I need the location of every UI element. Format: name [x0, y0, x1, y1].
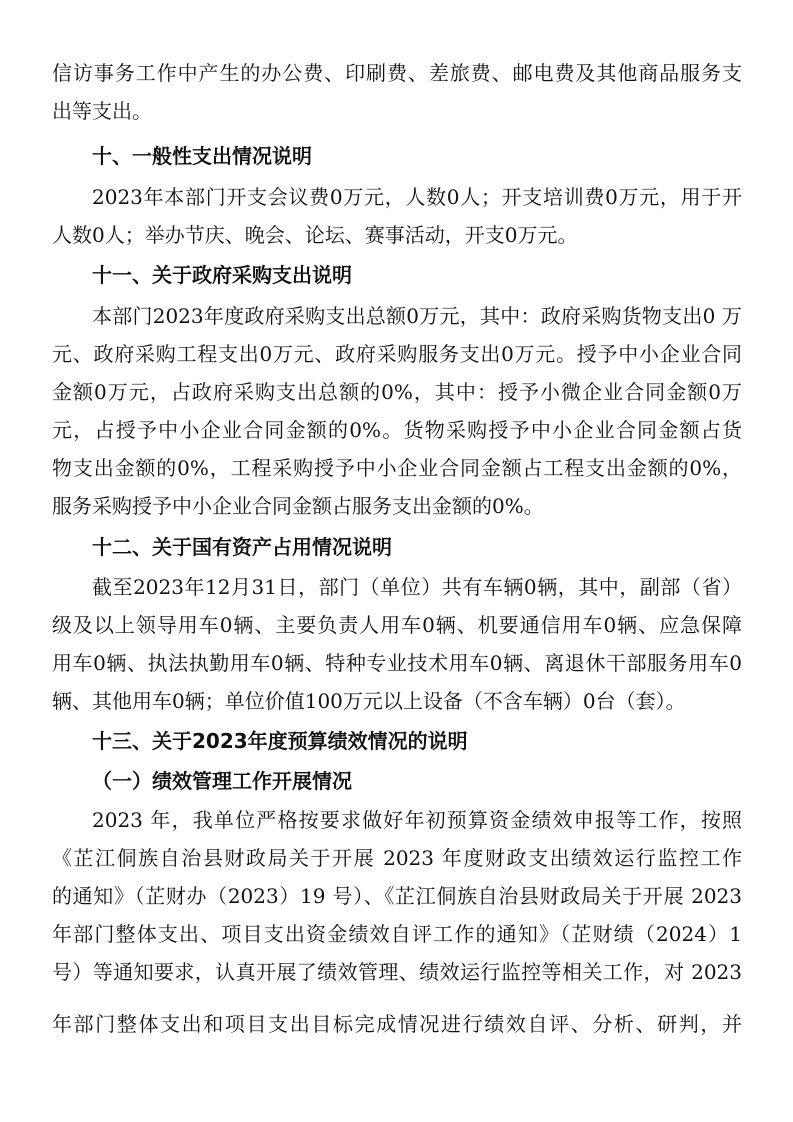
body-text-line: 服务采购授予中小企业合同金额占服务支出金额的0%。 [52, 494, 544, 518]
body-text-line: 用车0辆、执法执勤用车0辆、特种专业技术用车0辆、离退休干部服务用车0 [52, 651, 742, 675]
section-heading-10: 十、一般性支出情况说明 [92, 144, 312, 168]
subsection-heading: （一）绩效管理工作开展情况 [92, 769, 352, 793]
body-text-line: 元，占授予中小企业合同金额的0%。货物采购授予中小企业合同金额占货 [52, 418, 742, 442]
body-text-line: 物支出金额的0%，工程采购授予中小企业合同金额占工程支出金额的0%， [52, 456, 742, 480]
body-text-line: 信访事务工作中产生的办公费、印刷费、差旅费、邮电费及其他商品服务支 [52, 61, 742, 85]
body-text-line: 年部门整体支出、项目支出资金绩效自评工作的通知》（芷财绩（2024）1 [52, 922, 742, 946]
body-text-line: 级及以上领导用车0辆、主要负责人用车0辆、机要通信用车0辆、应急保障 [52, 613, 742, 637]
body-text-line: 截至2023年12月31日，部门（单位）共有车辆0辆，其中，副部（省） [92, 575, 742, 599]
body-text-line: 年部门整体支出和项目支出目标完成情况进行绩效自评、分析、研判，并 [52, 1012, 742, 1036]
body-text-line: 人数0人；举办节庆、晚会、论坛、赛事活动，开支0万元。 [52, 223, 578, 247]
body-text-line: 号）等通知要求，认真开展了绩效管理、绩效运行监控等相关工作，对 2023 [52, 960, 742, 984]
section-heading-11: 十一、关于政府采购支出说明 [92, 263, 352, 287]
body-text-line: 金额0万元，占政府采购支出总额的0%，其中：授予小微企业合同金额0万 [52, 380, 742, 404]
section-heading-13: 十三、关于2023年度预算绩效情况的说明 [92, 729, 468, 753]
body-text-line: 本部门2023年度政府采购支出总额0万元，其中：政府采购货物支出0 万 [92, 304, 742, 328]
section-heading-12: 十二、关于国有资产占用情况说明 [92, 535, 392, 559]
body-text-line: 《芷江侗族自治县财政局关于开展 2023 年度财政支出绩效运行监控工作 [52, 846, 742, 870]
body-text-line: 元、政府采购工程支出0万元、政府采购服务支出0万元。授予中小企业合同 [52, 342, 742, 366]
body-text-line: 出等支出。 [52, 99, 152, 123]
body-text-line: 辆、其他用车0辆；单位价值100万元以上设备（不含车辆）0台（套）。 [52, 689, 686, 713]
body-text-line: 2023 年，我单位严格按要求做好年初预算资金绩效申报等工作，按照 [92, 808, 742, 832]
body-text-line: 的通知》（芷财办（2023）19 号）、《芷江侗族自治县财政局关于开展 2023 [52, 884, 742, 908]
body-text-line: 2023年本部门开支会议费0万元，人数0人；开支培训费0万元，用于开 [92, 185, 742, 209]
